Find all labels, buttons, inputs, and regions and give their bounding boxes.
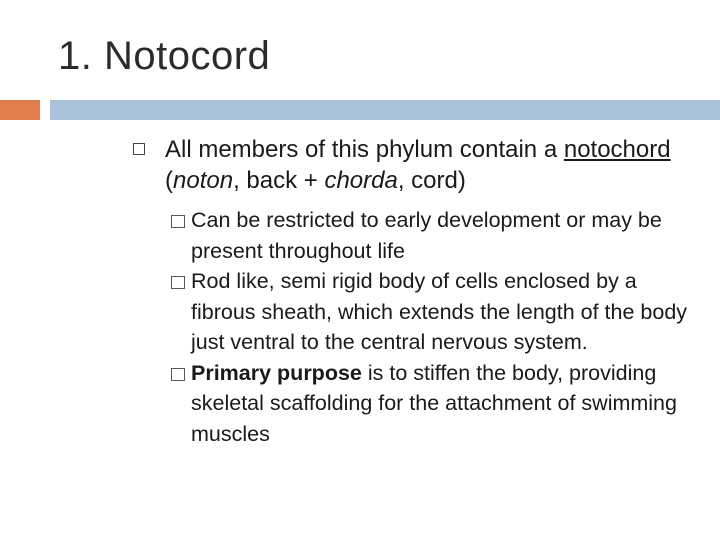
main-bullet-mid: , back + xyxy=(233,167,325,194)
square-bullet-icon xyxy=(171,215,185,228)
main-bullet xyxy=(133,134,693,196)
accent-bar xyxy=(0,100,40,120)
square-bullet-icon xyxy=(171,276,185,289)
main-bullet-end: , cord) xyxy=(397,167,466,194)
sub-bullet-item xyxy=(171,205,693,266)
main-bullet-paren: ( xyxy=(165,167,173,194)
sub-bullet-text: Can be restricted to early development or may be present throughout life xyxy=(191,208,662,263)
primary-purpose-term: Primary purpose xyxy=(191,360,362,385)
slide-content xyxy=(133,134,693,449)
slide-title: 1. Notocord xyxy=(58,34,271,78)
sub-bullet-text: Rod like, semi rigid body of cells enclosed by a fibrous sheath, which extends the length of the body just ventral to the central nervous system. xyxy=(191,269,688,354)
chorda-term: chorda xyxy=(324,167,398,194)
square-bullet-icon xyxy=(171,368,185,381)
sub-bullet-text: is to stiffen the body, providing skeletal scaffolding for the attachment of swimming muscles xyxy=(191,360,677,446)
sub-bullet-item xyxy=(171,358,693,450)
noton-term: noton xyxy=(173,167,234,194)
square-bullet-icon xyxy=(133,143,145,155)
title-rule-bar xyxy=(50,100,720,120)
main-bullet-text: All members of this phylum contain a xyxy=(165,136,564,163)
sub-bullet-list xyxy=(171,205,693,449)
sub-bullet-item xyxy=(171,266,693,358)
notochord-term: notochord xyxy=(563,136,671,163)
